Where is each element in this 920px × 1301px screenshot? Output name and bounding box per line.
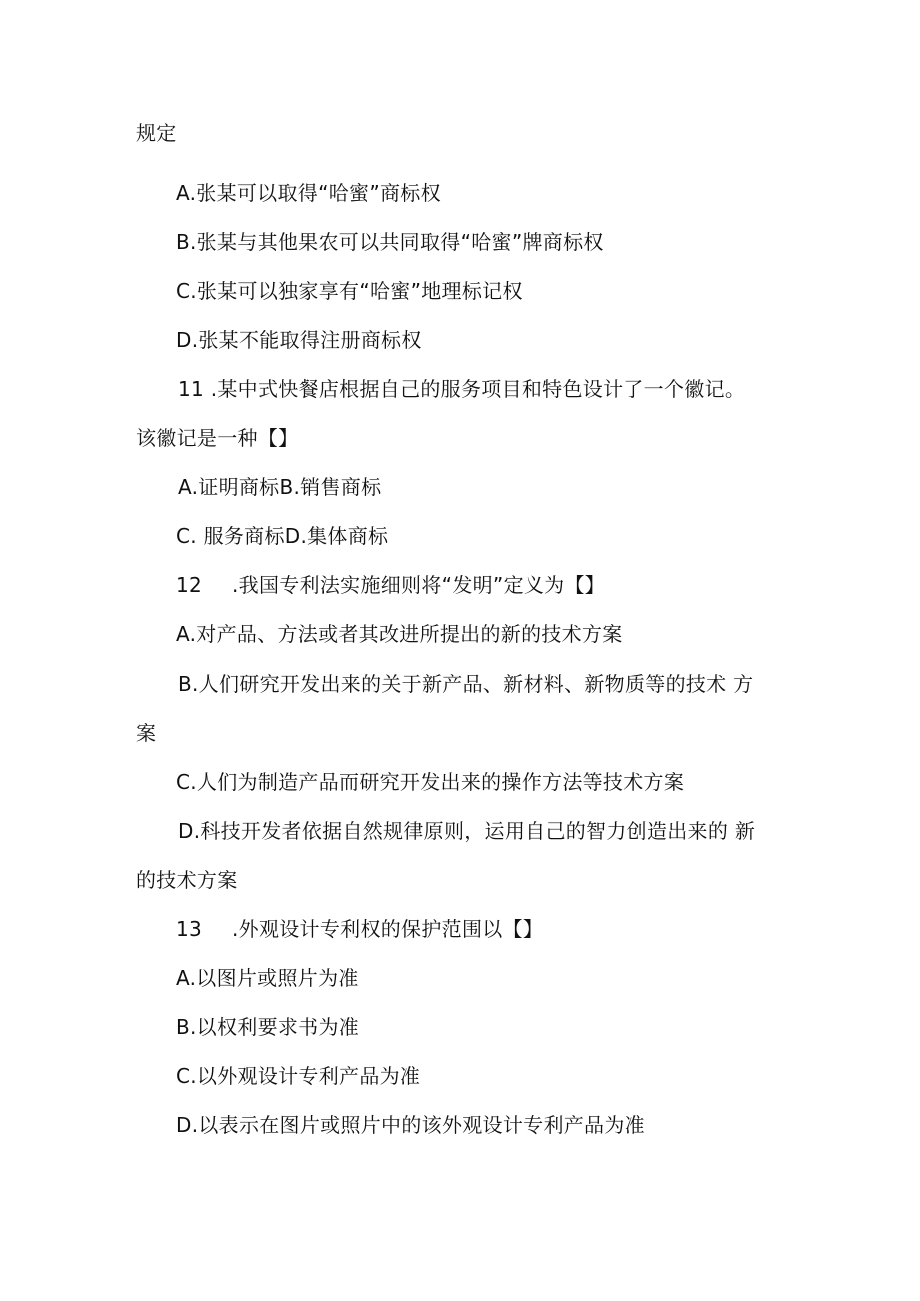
q12-option-d-continued: 的技术方案 <box>136 868 238 892</box>
q12-number: 12 <box>176 573 203 597</box>
q10-option-b: B.张某与其他果农可以共同取得“哈蜜”牌商标权 <box>176 230 604 254</box>
q12-stem: .我国专利法实施细则将“发明”定义为【】 <box>232 573 606 597</box>
q12-option-a: A.对产品、方法或者其改进所提出的新的技术方案 <box>176 622 623 646</box>
q13-option-b: B.以权利要求书为准 <box>176 1015 360 1039</box>
q12-option-b: B.人们研究开发出来的关于新产品、新材料、新物质等的技术 方 <box>178 672 754 696</box>
q13-number: 13 <box>176 917 203 941</box>
q11-options-ab: A.证明商标B.销售商标 <box>178 475 382 499</box>
text-line-continuation: 规定 <box>136 121 177 145</box>
q13-option-c: C.以外观设计专利产品为准 <box>176 1064 421 1088</box>
q11-stem-continued: 该徽记是一种【】 <box>136 426 299 450</box>
q13-option-a: A.以图片或照片为准 <box>176 966 359 990</box>
q13-stem: .外观设计专利权的保护范围以【】 <box>232 917 544 941</box>
q10-option-c: C.张某可以独家享有“哈蜜”地理标记权 <box>176 279 523 303</box>
q13-option-d: D.以表示在图片或照片中的该外观设计专利产品为准 <box>176 1113 645 1137</box>
q11-options-cd: C. 服务商标D.集体商标 <box>176 524 389 548</box>
q11-stem: 11 .某中式快餐店根据自己的服务项目和特色设计了一个徽记。 <box>178 377 746 401</box>
q10-option-d: D.张某不能取得注册商标权 <box>176 328 422 352</box>
q10-option-a: A.张某可以取得“哈蜜”商标权 <box>176 181 441 205</box>
q12-option-c: C.人们为制造产品而研究开发出来的操作方法等技术方案 <box>176 770 685 794</box>
q12-option-d: D.科技开发者依据自然规律原则，运用自己的智力创造出来的 新 <box>178 819 756 843</box>
q12-option-b-continued: 案 <box>136 721 157 745</box>
